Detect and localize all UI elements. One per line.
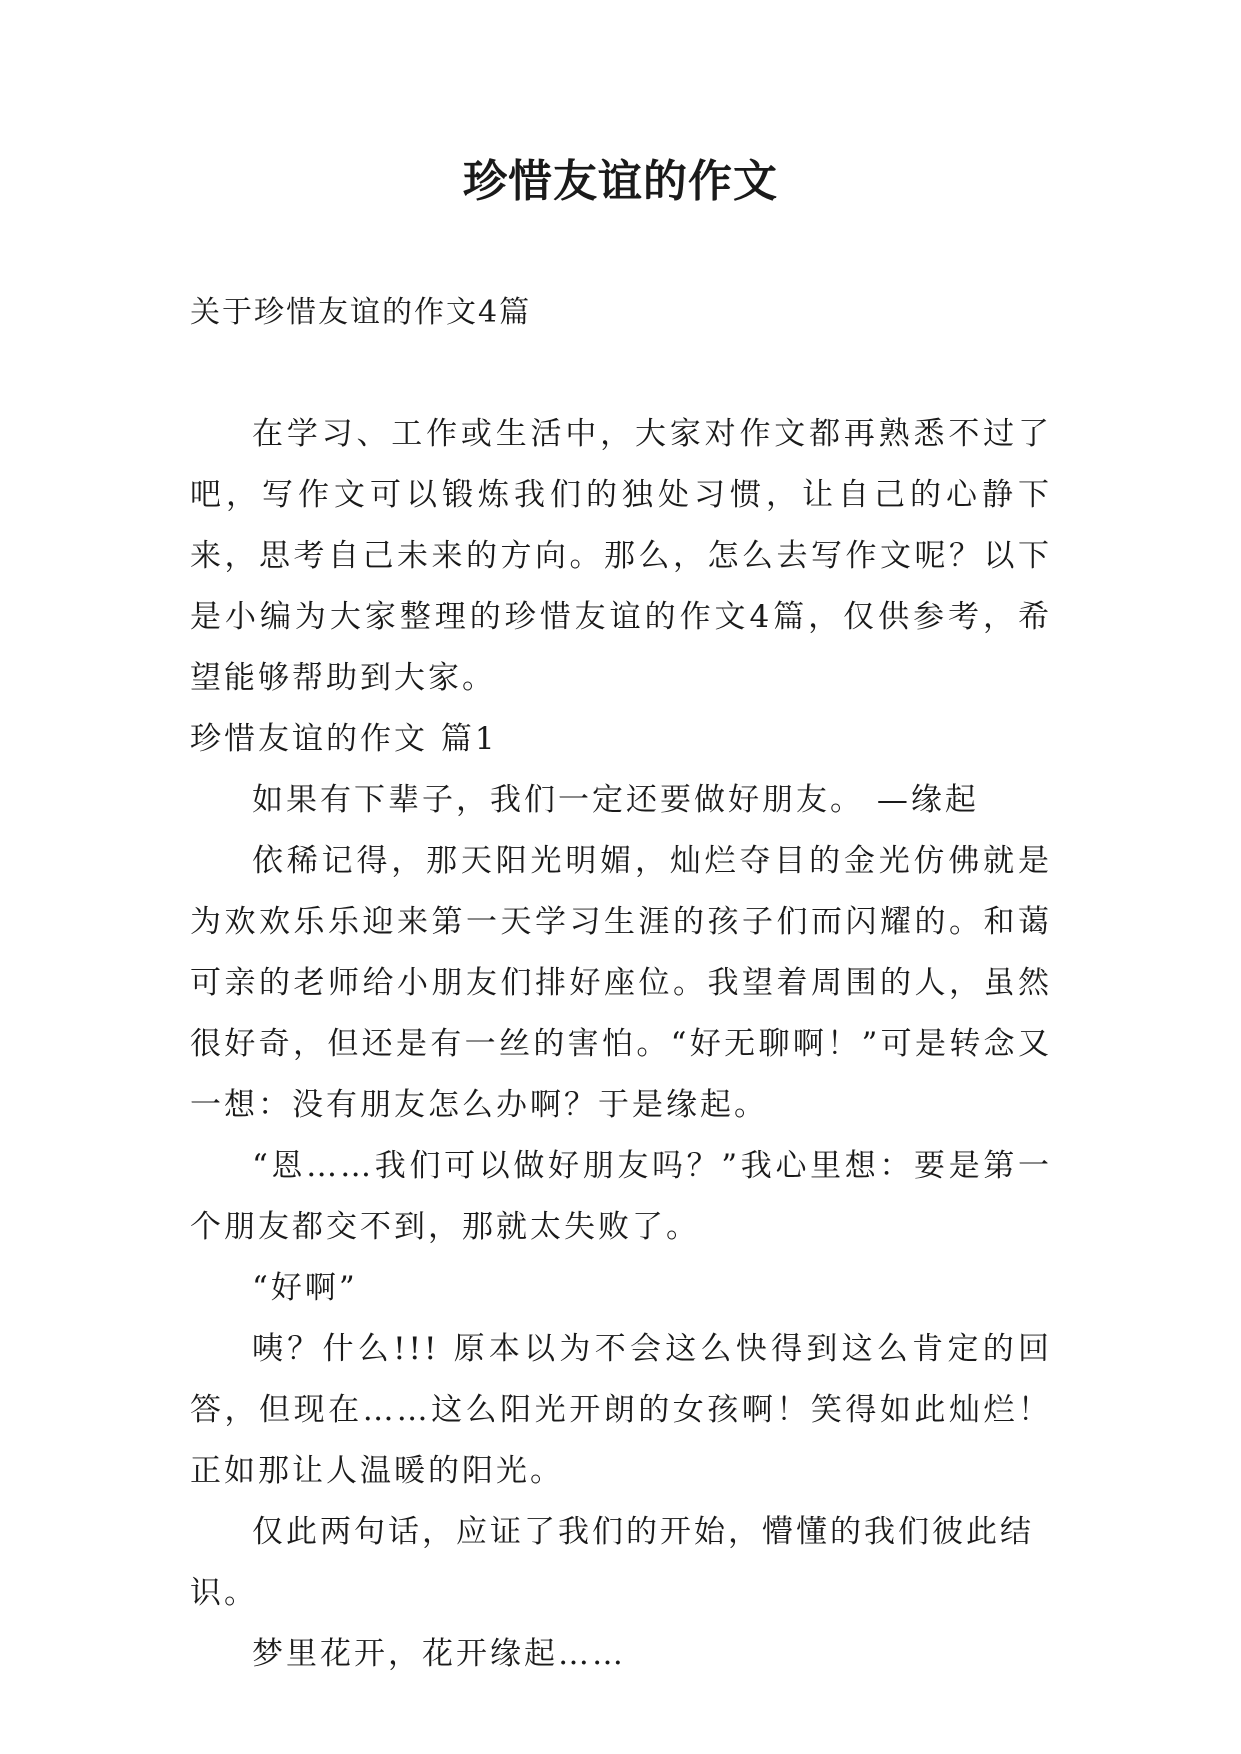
paragraph: “好啊” — [252, 1270, 358, 1306]
intro-paragraph: 在学习、工作或生活中，大家对作文都再熟悉不过了吧，写作文可以锻炼我们的独处习惯，让自己的心静下来，思考自己未来的方向。那么，怎么去写作文呢？以下是小编为大家整理的珍惜友谊的作文4篇，仅供参考，希望能够帮助到大家。 — [190, 416, 1052, 696]
paragraph: “恩……我们可以做好朋友吗？”我心里想：要是第一个朋友都交不到，那就太失败了。 — [190, 1148, 1052, 1245]
section-heading: 珍惜友谊的作文 篇1 — [190, 721, 498, 757]
document-title: 珍惜友谊的作文 — [463, 156, 778, 207]
paragraph: 咦？什么!!! 原本以为不会这么快得到这么肯定的回答，但现在……这么阳光开朗的女孩啊！笑得如此灿烂！正如那让人温暖的阳光。 — [190, 1331, 1052, 1489]
paragraph: 如果有下辈子，我们一定还要做好朋友。 —缘起 — [252, 782, 979, 818]
paragraph: 仅此两句话，应证了我们的开始，懵懂的我们彼此结识。 — [190, 1514, 1034, 1611]
document-body — [190, 404, 1052, 1685]
document-subtitle: 关于珍惜友谊的作文4篇 — [190, 295, 532, 330]
paragraph: 依稀记得，那天阳光明媚，灿烂夺目的金光仿佛就是为欢欢乐乐迎来第一天学习生涯的孩子们而闪耀的。和蔼可亲的老师给小朋友们排好座位。我望着周围的人，虽然很好奇，但还是有一丝的害怕。“好无聊啊！”可是转念又一想：没有朋友怎么办啊？于是缘起。 — [190, 843, 1052, 1123]
paragraph: 梦里花开，花开缘起…… — [252, 1636, 626, 1672]
